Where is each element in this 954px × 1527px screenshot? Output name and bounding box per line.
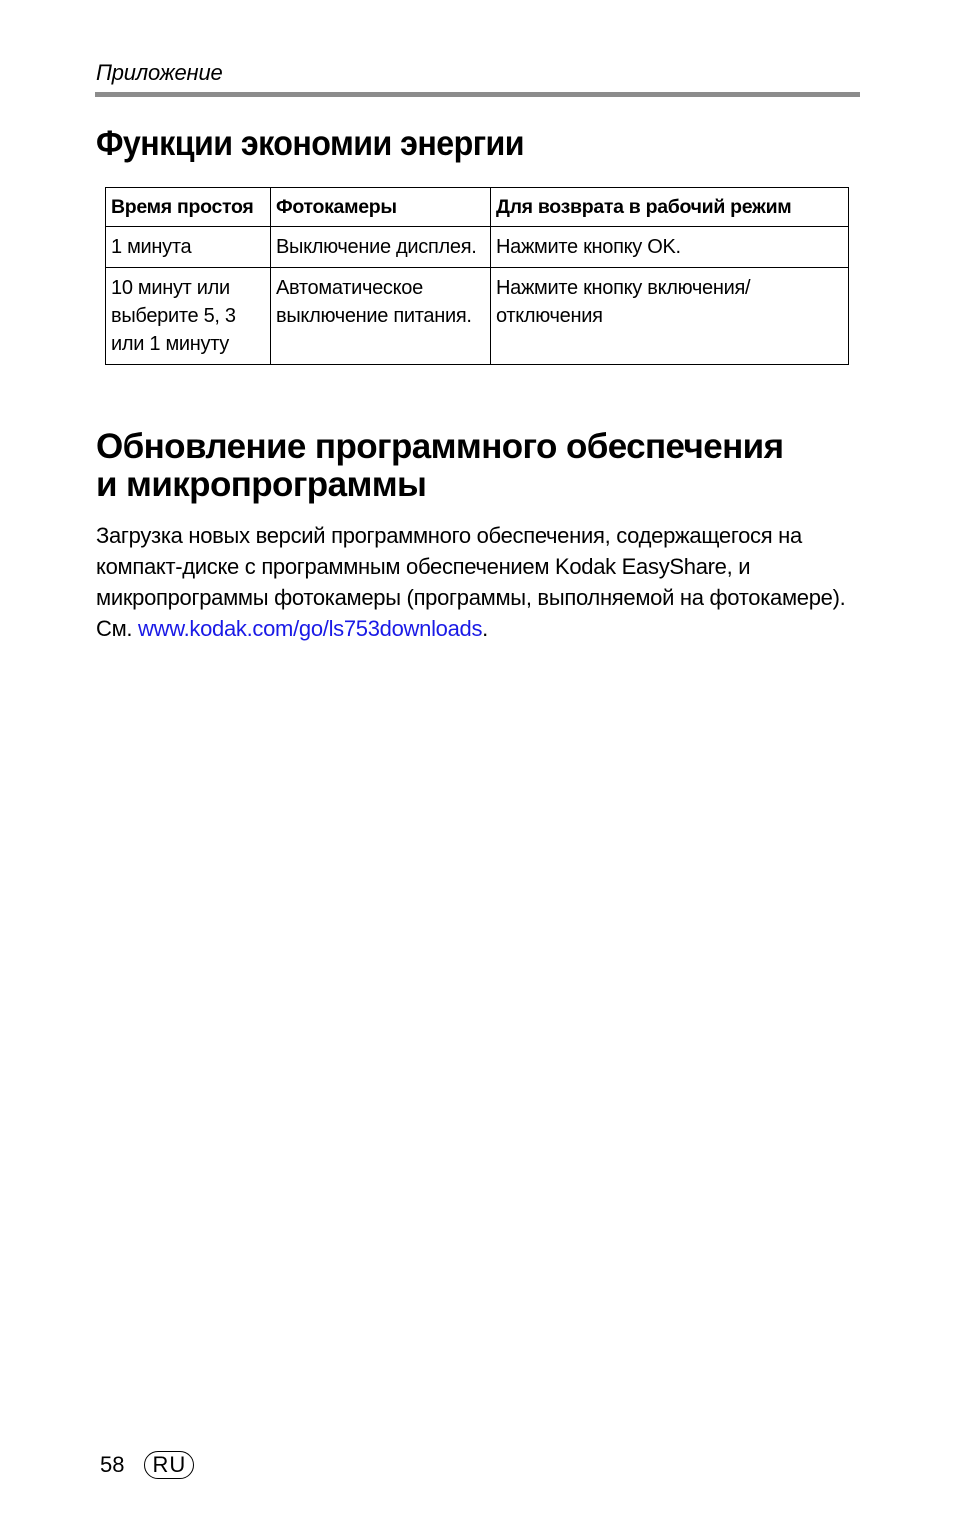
table-header-row [106,188,849,227]
software-update-paragraph [96,520,856,644]
page-footer [100,1451,194,1479]
power-saving-title: Функции экономии энергии [96,124,525,163]
running-header: Приложение [96,60,223,85]
software-update-title [96,428,816,504]
table-cell: Выключение дисплея. [271,227,491,268]
table-cell: Автоматическое выключение питания. [271,268,491,365]
table-header-cell: Фотокамеры [271,188,491,227]
table-row [106,268,849,365]
table-cell: 1 минута [106,227,271,268]
paragraph-text-end: . [482,616,488,641]
language-badge: RU [144,1451,194,1479]
kodak-downloads-link[interactable]: www.kodak.com/go/ls753downloads [138,616,483,641]
table-header-cell: Для возврата в рабочий режим [491,188,849,227]
table-cell: 10 минут или выберите 5, 3 или 1 минуту [106,268,271,365]
table-cell: Нажмите кнопку OK. [491,227,849,268]
paragraph-text: Загрузка новых версий программного обеспечения, содержащегося на компакт-диске с программным обеспечением Kodak EasyShare, и микропрограммы фотокамеры (программы, выполняемой на фотокамере). См. [96,523,846,641]
power-saving-table [105,187,849,365]
page-number: 58 [100,1452,125,1477]
title-line: и микропрограммы [96,465,427,504]
header-rule [95,92,860,97]
table-cell: Нажмите кнопку включения/отключения [491,268,849,365]
table-header-cell: Время простоя [106,188,271,227]
table-row [106,227,849,268]
title-line: Обновление программного обеспечения [96,427,784,466]
